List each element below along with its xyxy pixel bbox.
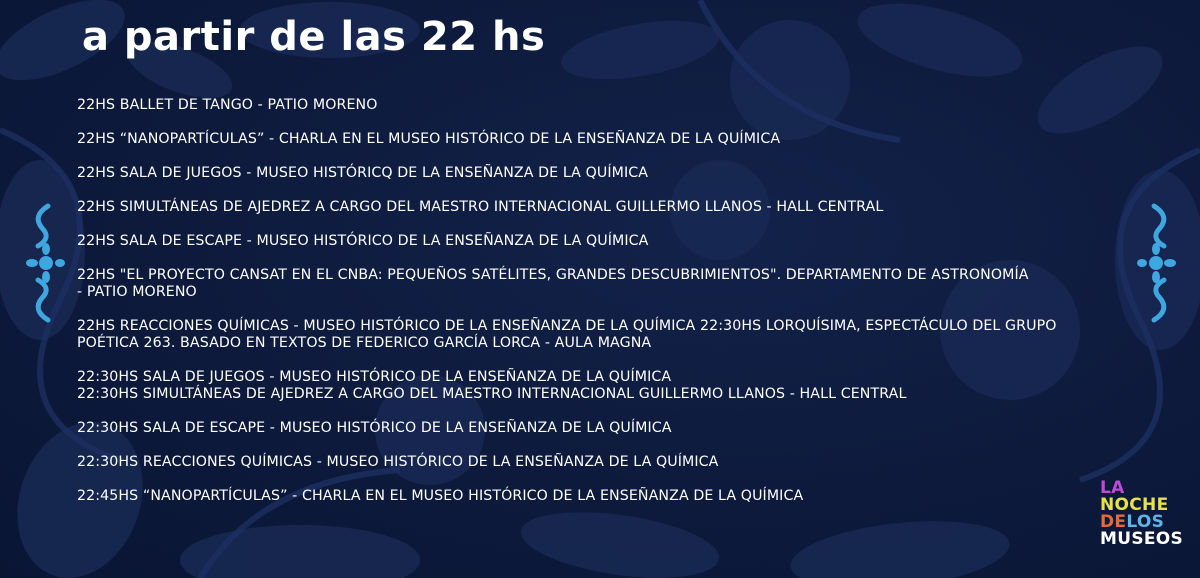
- schedule-item: [77, 267, 1162, 301]
- logo-line-2: NOCHE: [1100, 495, 1169, 515]
- schedule-item-text: - PATIO MORENO: [77, 284, 197, 300]
- schedule-item: [77, 420, 1162, 437]
- schedule-item-text: 22:30HS SALA DE JUEGOS - MUSEO HISTÓRICO DE LA ENSEÑANZA DE LA QUÍMICA: [77, 369, 672, 385]
- schedule-item: [77, 131, 1162, 148]
- schedule-item: [77, 165, 1162, 182]
- schedule-item-text: 22HS "EL PROYECTO CANSAT EN EL CNBA: PEQUEÑOS SATÉLITES, GRANDES DESCUBRIMIENTOS". DEPARTAMENTO DE ASTRONOMÍA: [77, 267, 1029, 283]
- schedule-item-text: 22HS REACCIONES QUÍMICAS - MUSEO HISTÓRICO DE LA ENSEÑANZA DE LA QUÍMICA 22:30HS LORQUÍSIMA, ESPECTÁCULO DEL GRUPO: [77, 318, 1057, 334]
- schedule-item-text: 22:30HS REACCIONES QUÍMICAS - MUSEO HISTÓRICO DE LA ENSEÑANZA DE LA QUÍMICA: [77, 454, 719, 470]
- left-ornament-icon: [18, 198, 66, 328]
- logo-line-4: MUSEOS: [1100, 529, 1184, 549]
- schedule-item: [77, 318, 1162, 352]
- schedule-item: [77, 488, 1162, 505]
- schedule-item-text: 22HS SALA DE ESCAPE - MUSEO HISTÓRICO DE LA ENSEÑANZA DE LA QUÍMICA: [77, 233, 649, 249]
- schedule-item-text: 22:30HS SIMULTÁNEAS DE AJEDREZ A CARGO DEL MAESTRO INTERNACIONAL GUILLERMO LLANOS - HALL CENTRAL: [77, 386, 907, 402]
- schedule-item-text: POÉTICA 263. BASADO EN TEXTOS DE FEDERICO GARCÍA LORCA - AULA MAGNA: [77, 335, 652, 351]
- schedule-item-text: 22:30HS SALA DE ESCAPE - MUSEO HISTÓRICO DE LA ENSEÑANZA DE LA QUÍMICA: [77, 420, 672, 436]
- schedule-item: [77, 199, 1162, 216]
- schedule-item: [77, 454, 1162, 471]
- schedule-item-text: 22HS SIMULTÁNEAS DE AJEDREZ A CARGO DEL MAESTRO INTERNACIONAL GUILLERMO LLANOS - HALL CENTRAL: [77, 199, 884, 215]
- logo-line-3a: DE: [1100, 512, 1127, 532]
- schedule-item: [77, 369, 1162, 403]
- event-logo: [1100, 480, 1192, 560]
- event-schedule-list: [77, 97, 1162, 522]
- logo-line-3b: LOS: [1126, 512, 1165, 532]
- schedule-item-text: 22HS SALA DE JUEGOS - MUSEO HISTÓRICQ DE LA ENSEÑANZA DE LA QUÍMICA: [77, 165, 649, 181]
- schedule-item-text: 22:45HS “NANOPARTÍCULAS” - CHARLA EN EL MUSEO HISTÓRICO DE LA ENSEÑANZA DE LA QUÍMICA: [77, 488, 804, 504]
- schedule-item-text: 22HS “NANOPARTÍCULAS” - CHARLA EN EL MUSEO HISTÓRICO DE LA ENSEÑANZA DE LA QUÍMICA: [77, 131, 781, 147]
- page-title: a partir de las 22 hs: [82, 14, 546, 60]
- schedule-item-text: 22HS BALLET DE TANGO - PATIO MORENO: [77, 97, 378, 113]
- schedule-item: [77, 233, 1162, 250]
- schedule-item: [77, 97, 1162, 114]
- logo-line-1: LA: [1100, 478, 1125, 498]
